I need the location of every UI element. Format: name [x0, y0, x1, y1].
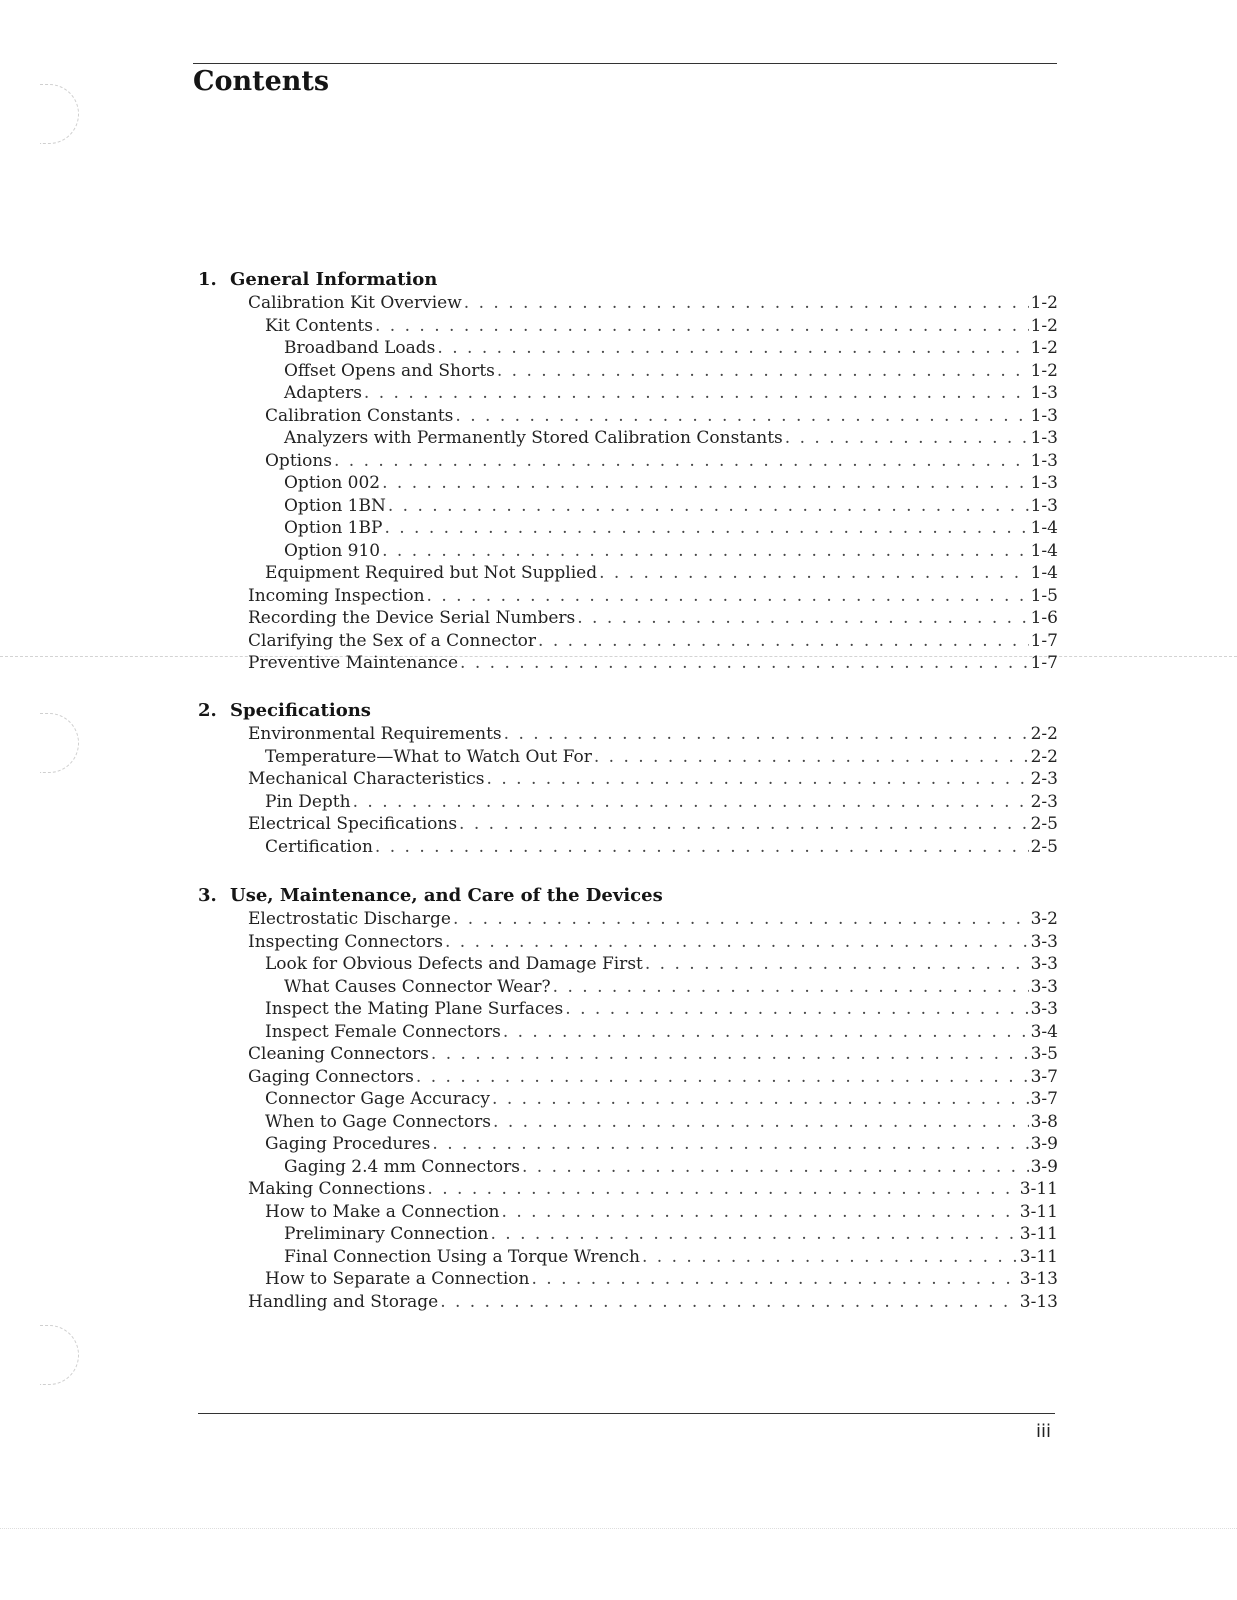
toc-entry [198, 1111, 1058, 1134]
toc-entry-page: 1-4 [1030, 563, 1058, 583]
toc-entry-page: 2-2 [1030, 746, 1058, 767]
dot-leader [459, 813, 1029, 836]
toc-entry [198, 405, 1058, 428]
dot-leader [460, 652, 1029, 675]
toc-entry [198, 472, 1058, 495]
toc-entry-page: 2-5 [1030, 814, 1058, 834]
toc-entry [198, 1133, 1058, 1156]
toc-entry [198, 450, 1058, 473]
section-title: General Information [230, 269, 438, 290]
toc-entry-title: Calibration Kit Overview [248, 293, 462, 313]
section-title: Use, Maintenance, and Care of the Devices [230, 885, 663, 906]
section-heading [198, 268, 1058, 292]
toc-entry-title: Making Connections [248, 1179, 426, 1199]
header-rule [193, 63, 1057, 64]
dot-leader [427, 1178, 1017, 1201]
toc-entry [198, 1156, 1058, 1179]
toc-entry [198, 540, 1058, 563]
toc-entry [198, 517, 1058, 540]
dot-leader [375, 315, 1029, 338]
toc-entry [198, 998, 1058, 1021]
section-heading [198, 699, 1058, 723]
toc-entry-page: 3-9 [1030, 1134, 1058, 1154]
binder-hole-mark [40, 1325, 79, 1385]
section-number: 3. [198, 885, 217, 906]
toc-entry-page: 1-2 [1030, 360, 1058, 381]
toc-entry [198, 723, 1058, 746]
toc-entry-title: Electrical Specifications [248, 814, 458, 834]
toc-entry-page: 3-7 [1030, 1066, 1058, 1087]
toc-entry-page: 1-3 [1030, 428, 1058, 448]
toc-entry-title: Incoming Inspection [248, 585, 425, 606]
toc-entry-page: 1-3 [1030, 383, 1058, 403]
toc-entry [198, 360, 1058, 383]
toc-entry-title: Temperature—What to Watch Out For [265, 746, 592, 767]
toc-entry [198, 1291, 1058, 1314]
toc-entry [198, 746, 1058, 769]
toc-entry [198, 908, 1058, 931]
toc-entry [198, 931, 1058, 954]
toc-entry-title: Analyzers with Permanently Stored Calibration Constants [284, 428, 783, 448]
footer-rule [198, 1413, 1055, 1414]
toc-entry [198, 1268, 1058, 1291]
dot-leader [453, 908, 1029, 931]
toc-entry-page: 3-11 [1019, 1224, 1058, 1244]
section-number: 2. [198, 700, 217, 721]
toc-entry-page: 1-2 [1030, 315, 1058, 336]
toc-entry-page: 1-4 [1030, 518, 1058, 538]
scan-artifact-dots [0, 1528, 1237, 1529]
toc-entry-title: When to Gage Connectors [265, 1111, 492, 1132]
dot-leader [553, 976, 1029, 999]
toc-entry-page: 3-3 [1030, 931, 1058, 952]
toc-entry-page: 3-8 [1030, 1111, 1058, 1132]
dot-leader [594, 746, 1029, 769]
dot-leader [334, 450, 1029, 473]
toc-entry-page: 3-9 [1030, 1156, 1058, 1177]
section-number: 1. [198, 269, 217, 290]
toc-entry-title: Gaging 2.4 mm Connectors [284, 1156, 520, 1177]
toc-entry-title: Preliminary Connection [284, 1224, 489, 1244]
toc-entry [198, 976, 1058, 999]
toc-entry [198, 562, 1058, 585]
dot-leader [382, 472, 1028, 495]
toc-entry-page: 1-4 [1030, 540, 1058, 561]
toc-entry-title: Kit Contents [265, 315, 373, 336]
toc-entry-title: Equipment Required but Not Supplied [265, 563, 598, 583]
toc-entry-page: 1-3 [1030, 450, 1058, 471]
toc-entry-page: 2-3 [1030, 769, 1058, 789]
toc-entries [198, 908, 1058, 1313]
toc-entry-page: 3-7 [1030, 1089, 1058, 1109]
toc-entry-title: Electrostatic Discharge [248, 909, 451, 929]
dot-leader [522, 1156, 1029, 1179]
section-title: Specifications [230, 700, 371, 721]
dot-leader [645, 953, 1029, 976]
dot-leader [431, 1043, 1029, 1066]
toc-entry-title: Final Connection Using a Torque Wrench [284, 1246, 640, 1267]
toc-entry-title: Mechanical Characteristics [248, 769, 485, 789]
dot-leader [493, 1111, 1029, 1134]
toc-entry-page: 1-5 [1030, 585, 1058, 606]
toc-entry [198, 1246, 1058, 1269]
toc-entry-title: Calibration Constants [265, 405, 454, 426]
toc-entry [198, 652, 1058, 675]
toc-entry [198, 1066, 1058, 1089]
toc-entry-title: Broadband Loads [284, 338, 436, 358]
dot-leader [785, 427, 1029, 450]
toc-entry [198, 315, 1058, 338]
toc-entry-title: Certification [265, 836, 373, 857]
toc-entry-title: Option 002 [284, 473, 381, 493]
toc-entry-page: 3-5 [1030, 1044, 1058, 1064]
toc-entry [198, 292, 1058, 315]
toc-entry-title: Inspect the Mating Plane Surfaces [265, 999, 564, 1019]
toc-entry [198, 495, 1058, 518]
toc-entry [198, 1043, 1058, 1066]
toc-entry [198, 1201, 1058, 1224]
toc-entry-page: 3-2 [1030, 909, 1058, 929]
toc-entry-page: 1-3 [1030, 495, 1058, 516]
toc-entry-page: 3-11 [1019, 1179, 1058, 1199]
toc-section [198, 699, 1058, 858]
toc-entry-page: 3-11 [1019, 1201, 1058, 1222]
toc-entry-title: Environmental Requirements [248, 724, 502, 744]
dot-leader [384, 517, 1028, 540]
toc-entries [198, 292, 1058, 675]
toc-entry [198, 1021, 1058, 1044]
toc-entry-title: Option 1BN [284, 495, 386, 516]
toc-entry-page: 3-11 [1019, 1246, 1058, 1267]
dot-leader [353, 791, 1029, 814]
dot-leader [642, 1246, 1018, 1269]
toc-entry-page: 2-5 [1030, 836, 1058, 857]
dot-leader [437, 337, 1028, 360]
toc-entry-title: Inspect Female Connectors [265, 1021, 501, 1042]
toc-entry-title: Pin Depth [265, 791, 351, 812]
toc-entry-page: 3-3 [1030, 999, 1058, 1019]
dot-leader [599, 562, 1028, 585]
toc-entry-page: 3-4 [1030, 1021, 1058, 1042]
dot-leader [492, 1088, 1029, 1111]
toc-section [198, 884, 1058, 1313]
dot-leader [375, 836, 1029, 859]
toc-entry-title: Preventive Maintenance [248, 653, 459, 673]
toc-entry-page: 3-3 [1030, 976, 1058, 997]
toc-entry-page: 3-3 [1030, 954, 1058, 974]
dot-leader [455, 405, 1028, 428]
dot-leader [490, 1223, 1017, 1246]
toc-entry-page: 2-2 [1030, 724, 1058, 744]
dot-leader [497, 360, 1029, 383]
dot-leader [440, 1291, 1018, 1314]
toc-entry-title: Option 1BP [284, 518, 383, 538]
dot-leader [577, 607, 1028, 630]
toc-entry [198, 1088, 1058, 1111]
toc-entry-title: Adapters [284, 383, 362, 403]
toc-entry-title: Option 910 [284, 540, 381, 561]
toc-entry [198, 953, 1058, 976]
toc-entry-title: Inspecting Connectors [248, 931, 443, 952]
toc-entry-title: Gaging Procedures [265, 1134, 431, 1154]
dot-leader [531, 1268, 1017, 1291]
toc-entry-page: 1-2 [1030, 293, 1058, 313]
toc-entry-title: Handling and Storage [248, 1291, 439, 1312]
toc-section [198, 268, 1058, 675]
dot-leader [487, 768, 1029, 791]
toc-entry-title: How to Separate a Connection [265, 1269, 530, 1289]
dot-leader [565, 998, 1028, 1021]
binder-hole-mark [40, 713, 79, 773]
toc-entry [198, 1223, 1058, 1246]
section-heading [198, 884, 1058, 908]
dot-leader [364, 382, 1029, 405]
toc-entry-title: Look for Obvious Defects and Damage First [265, 954, 643, 974]
toc-entry [198, 607, 1058, 630]
toc-entry [198, 813, 1058, 836]
toc-entry-page: 1-3 [1030, 405, 1058, 426]
dot-leader [427, 585, 1029, 608]
dot-leader [502, 1201, 1018, 1224]
toc-entry-title: What Causes Connector Wear? [284, 976, 551, 997]
toc-entry [198, 337, 1058, 360]
toc-entry-page: 1-7 [1030, 630, 1058, 651]
toc-entry [198, 836, 1058, 859]
dot-leader [432, 1133, 1028, 1156]
toc-entry-title: Connector Gage Accuracy [265, 1089, 491, 1109]
toc-entry [198, 585, 1058, 608]
toc-entry-page: 3-13 [1019, 1269, 1058, 1289]
toc-entry-page: 3-13 [1019, 1291, 1058, 1312]
toc-entry [198, 427, 1058, 450]
toc-entry-page: 2-3 [1030, 791, 1058, 812]
dot-leader [464, 292, 1029, 315]
toc-entry [198, 1178, 1058, 1201]
dot-leader [538, 630, 1029, 653]
dot-leader [416, 1066, 1029, 1089]
toc-entry-title: Offset Opens and Shorts [284, 360, 495, 381]
toc-entry-page: 1-2 [1030, 338, 1058, 358]
toc-entry-page: 1-3 [1030, 473, 1058, 493]
page-title: Contents [193, 66, 330, 97]
toc-entry-title: Gaging Connectors [248, 1066, 414, 1087]
page-number: iii [1036, 1421, 1052, 1442]
toc-entry-title: Clarifying the Sex of a Connector [248, 630, 537, 651]
dot-leader [388, 495, 1029, 518]
toc-entry-page: 1-6 [1030, 608, 1058, 628]
toc-entry [198, 382, 1058, 405]
toc-entry [198, 791, 1058, 814]
dot-leader [382, 540, 1028, 563]
toc-entry-title: Options [265, 450, 332, 471]
toc-entry [198, 768, 1058, 791]
toc-entry-page: 1-7 [1030, 653, 1058, 673]
dot-leader [445, 931, 1029, 954]
binder-hole-mark [40, 84, 79, 144]
toc-entry [198, 630, 1058, 653]
toc-entry-title: How to Make a Connection [265, 1201, 500, 1222]
dot-leader [504, 723, 1029, 746]
toc-entry-title: Cleaning Connectors [248, 1044, 429, 1064]
toc-entry-title: Recording the Device Serial Numbers [248, 608, 576, 628]
toc-entries [198, 723, 1058, 858]
dot-leader [503, 1021, 1029, 1044]
